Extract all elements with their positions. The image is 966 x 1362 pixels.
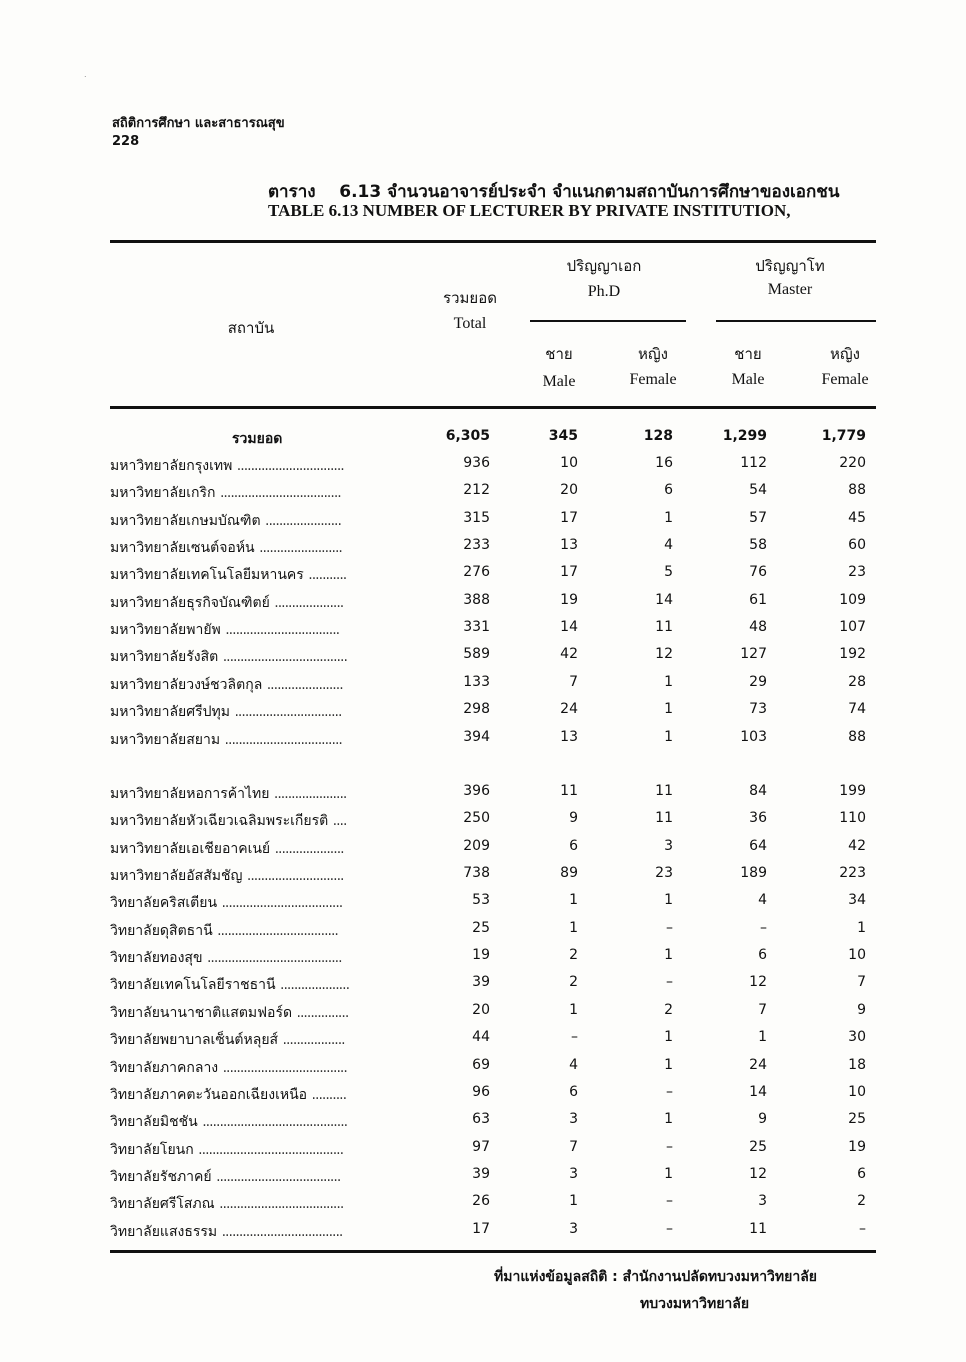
cell-phd-female: 1 — [664, 509, 673, 526]
cell-phd-male: 4 — [569, 1056, 578, 1073]
cell-master-female: 45 — [848, 509, 866, 526]
cell-phd-male: 7 — [569, 1138, 578, 1155]
cell-total: 212 — [463, 482, 490, 499]
institution-name — [110, 1166, 340, 1188]
cell-total: 133 — [463, 673, 490, 690]
cell-phd-male: 6 — [569, 837, 578, 854]
page-number: 228 — [112, 134, 140, 149]
cell-master-male: 103 — [740, 728, 767, 745]
table-row — [0, 537, 966, 564]
leader-dots: ................................... — [221, 895, 343, 912]
institution-name-text: วิทยาลัยเทคโนโลยีราชธานี — [110, 977, 276, 994]
table-row — [0, 1193, 966, 1220]
cell-master-male: 11 — [749, 1220, 767, 1237]
cell-master-female: 60 — [848, 537, 866, 554]
institution-name — [110, 947, 342, 969]
cell-master-female: 223 — [839, 865, 866, 882]
cell-phd-male: 20 — [560, 482, 578, 499]
leader-dots: .......................................... — [198, 1141, 344, 1158]
institution-name-text: มหาวิทยาลัยหอการค้าไทย — [110, 786, 270, 802]
institution-name — [110, 1029, 345, 1051]
leader-dots: ...................... — [265, 512, 341, 529]
total-phd-female: 128 — [643, 428, 673, 444]
table-row-total — [0, 428, 966, 455]
institution-name — [110, 892, 342, 914]
cell-phd-female: 1 — [664, 947, 673, 964]
institution-name-text: วิทยาลัยโยนก — [110, 1141, 194, 1158]
institution-name — [110, 1221, 342, 1243]
institution-name-text: วิทยาลัยภาคตะวันออกเฉียงเหนือ — [110, 1086, 308, 1103]
institution-name — [110, 920, 338, 942]
cell-phd-female: 11 — [655, 783, 673, 799]
col-total-header-th: รวมยอด — [443, 289, 497, 307]
cell-master-male: 76 — [749, 564, 767, 581]
table-row — [0, 1029, 966, 1056]
col-institution-header: สถาบัน — [227, 319, 275, 337]
cell-total: 738 — [463, 865, 490, 882]
col-master-male-en: Male — [731, 371, 765, 388]
cell-total: 250 — [463, 810, 490, 827]
cell-phd-male: 3 — [569, 1220, 578, 1237]
table-row — [0, 1139, 966, 1166]
col-master-male-th: ชาย — [734, 345, 762, 363]
cell-master-male: 4 — [758, 892, 767, 909]
institution-name-text: วิทยาลัยคริสเตียน — [110, 895, 218, 912]
cell-phd-female: – — [666, 1220, 673, 1237]
cell-phd-female: – — [666, 1083, 673, 1100]
institution-name — [110, 455, 344, 477]
cell-phd-female: 1 — [664, 1029, 673, 1046]
cell-phd-male: 6 — [569, 1083, 578, 1100]
leader-dots: ............................... — [236, 458, 344, 474]
institution-name — [110, 729, 342, 751]
leader-dots: ...................... — [266, 676, 343, 693]
title-thai-prefix: ตาราง — [268, 182, 316, 202]
institution-name — [110, 1002, 348, 1024]
phd-subrule — [530, 320, 686, 322]
cell-total: 276 — [463, 564, 490, 581]
col-phd-female-th: หญิง — [638, 345, 668, 363]
cell-master-male: 12 — [749, 974, 767, 991]
cell-master-male: 9 — [758, 1111, 767, 1128]
institution-name-text: มหาวิทยาลัยอัสสัมชัญ — [110, 868, 243, 885]
cell-total: 39 — [472, 974, 490, 991]
cell-phd-female: 16 — [655, 455, 673, 471]
cell-master-female: 88 — [848, 728, 866, 745]
institution-name-text: วิทยาลัยแสงธรรม — [110, 1223, 218, 1240]
table-row — [0, 892, 966, 919]
cell-total: 63 — [472, 1111, 490, 1128]
institution-name — [110, 1139, 343, 1161]
cell-master-male: 73 — [749, 701, 767, 718]
col-phd-male-en: Male — [542, 373, 576, 390]
cell-total: 44 — [472, 1029, 490, 1046]
cell-master-female: 1 — [857, 919, 866, 936]
total-total: 6,305 — [445, 428, 490, 444]
cell-phd-female: 12 — [655, 646, 673, 663]
institution-name — [110, 1057, 347, 1079]
cell-master-male: 61 — [749, 591, 767, 608]
cell-master-male: 48 — [749, 619, 767, 636]
cell-phd-male: 89 — [560, 865, 578, 882]
institution-name-text: วิทยาลัยนานาชาติแสตมฟอร์ด — [110, 1004, 293, 1021]
title-thai-text: 6.13 จำนวนอาจารย์ประจำ จำแนกตามสถาบันการศึกษาของเอกชน — [339, 182, 840, 202]
cell-phd-female: 14 — [655, 591, 673, 608]
leader-dots: .... — [332, 813, 347, 830]
master-subrule — [716, 320, 876, 322]
cell-phd-male: 1 — [569, 892, 578, 909]
cell-phd-female: – — [666, 1138, 673, 1155]
cell-master-female: 2 — [857, 1193, 866, 1210]
cell-phd-male: 13 — [560, 537, 578, 554]
institution-name — [110, 1111, 347, 1133]
cell-master-male: 3 — [758, 1193, 767, 1210]
cell-phd-male: 1 — [569, 1193, 578, 1210]
leader-dots: ................................... — [221, 1223, 343, 1240]
table-row — [0, 701, 966, 728]
source-line-1: ที่มาแห่งข้อมูลสถิติ : สำนักงานปลัดทบวงมหาวิทยาลัย — [494, 1269, 817, 1285]
leader-dots: .......... — [311, 1086, 347, 1103]
table-row — [0, 455, 966, 482]
cell-master-female: 34 — [848, 892, 866, 909]
leader-dots: ............................... — [234, 704, 342, 721]
institution-name-text: มหาวิทยาลัยธุรกิจบัณฑิตย์ — [110, 594, 270, 611]
institution-name — [110, 1193, 343, 1215]
institution-name-text: มหาวิทยาลัยวงษ์ชวลิตกุล — [110, 676, 263, 693]
source-line-2: ทบวงมหาวิทยาลัย — [640, 1296, 750, 1312]
cell-master-female: 19 — [848, 1138, 866, 1155]
cell-total: 26 — [472, 1193, 490, 1210]
cell-master-male: 24 — [749, 1056, 767, 1073]
table-row — [0, 729, 966, 756]
cell-phd-male: 10 — [560, 455, 578, 471]
col-phd-header-th: ปริญญาเอก — [566, 257, 642, 275]
cell-master-male: 57 — [749, 509, 767, 526]
institution-name-text: วิทยาลัยศรีโสภณ — [110, 1196, 215, 1213]
cell-total: 20 — [472, 1001, 490, 1018]
cell-total: 394 — [463, 728, 490, 745]
cell-phd-female: 1 — [664, 1111, 673, 1128]
institution-name-text: มหาวิทยาลัยเทคโนโลยีมหานคร — [110, 567, 304, 584]
cell-phd-male: 17 — [560, 564, 578, 581]
institution-name — [110, 646, 347, 668]
cell-phd-female: 1 — [664, 1056, 673, 1073]
institution-name-text: มหาวิทยาลัยพายัพ — [110, 622, 221, 639]
cell-phd-female: 11 — [655, 810, 673, 827]
header-bottom-rule — [110, 406, 876, 409]
table-row — [0, 619, 966, 646]
cell-phd-male: 13 — [560, 728, 578, 745]
cell-total: 96 — [472, 1083, 490, 1100]
institution-name — [110, 510, 341, 532]
cell-phd-male: 11 — [560, 783, 578, 799]
table-row — [0, 510, 966, 537]
institution-name-text: มหาวิทยาลัยรังสิต — [110, 649, 219, 666]
col-master-female-en: Female — [821, 371, 869, 388]
col-master-header-en: Master — [767, 281, 813, 298]
leader-dots: .................. — [282, 1032, 345, 1049]
col-phd-female-en: Female — [629, 371, 677, 388]
leader-dots: ....................................... — [206, 950, 342, 967]
cell-phd-male: 2 — [569, 974, 578, 991]
institution-name-text: มหาวิทยาลัยศรีปทุม — [110, 704, 231, 721]
cell-master-male: 36 — [749, 810, 767, 827]
institution-name — [110, 482, 341, 504]
total-master-female: 1,779 — [821, 428, 866, 444]
cell-master-female: 110 — [839, 810, 866, 827]
cell-phd-female: 1 — [664, 701, 673, 718]
institution-name — [110, 1084, 346, 1106]
cell-master-male: 189 — [740, 865, 767, 882]
cell-phd-male: 1 — [569, 1001, 578, 1018]
institution-name — [110, 674, 343, 696]
institution-name-text: มหาวิทยาลัยสยาม — [110, 731, 221, 748]
cell-master-male: 25 — [749, 1138, 767, 1155]
table-row — [0, 947, 966, 974]
table-row — [0, 646, 966, 673]
cell-master-female: 23 — [848, 564, 866, 581]
table-row — [0, 1221, 966, 1248]
table-row — [0, 974, 966, 1001]
cell-master-female: 220 — [839, 455, 866, 471]
table-row — [0, 1111, 966, 1138]
table-row — [0, 1166, 966, 1193]
cell-master-female: 199 — [839, 783, 866, 799]
institution-name — [110, 783, 346, 805]
cell-phd-male: 3 — [569, 1165, 578, 1182]
total-master-male: 1,299 — [722, 428, 767, 444]
cell-total: 396 — [463, 783, 490, 799]
cell-phd-male: 42 — [560, 646, 578, 663]
cell-total: 25 — [472, 919, 490, 936]
cell-phd-male: 2 — [569, 947, 578, 964]
institution-name-text: มหาวิทยาลัยกรุงเทพ — [110, 458, 233, 474]
cell-total: 39 — [472, 1165, 490, 1182]
cell-master-male: – — [760, 919, 767, 936]
cell-master-male: 7 — [758, 1001, 767, 1018]
institution-name — [110, 619, 339, 641]
cell-total: 233 — [463, 537, 490, 554]
institution-name-text: มหาวิทยาลัยเกริก — [110, 485, 216, 502]
leader-dots: .................................... — [216, 1168, 341, 1185]
table-row — [0, 1002, 966, 1029]
cell-master-female: 28 — [848, 673, 866, 690]
cell-total: 97 — [472, 1138, 490, 1155]
institution-name-text: วิทยาลัยมิชชัน — [110, 1114, 198, 1131]
leader-dots: .................................... — [222, 649, 347, 666]
leader-dots: .................... — [274, 840, 344, 857]
cell-master-female: 109 — [839, 591, 866, 608]
cell-phd-female: 1 — [664, 728, 673, 745]
cell-phd-female: 3 — [664, 837, 673, 854]
cell-phd-male: 9 — [569, 810, 578, 827]
cell-master-male: 1 — [758, 1029, 767, 1046]
cell-phd-female: 1 — [664, 892, 673, 909]
cell-master-male: 6 — [758, 947, 767, 964]
institution-name — [110, 701, 341, 723]
institution-name-text: มหาวิทยาลัยเอเชียอาคเนย์ — [110, 840, 271, 857]
cell-phd-male: 1 — [569, 919, 578, 936]
cell-phd-female: 2 — [664, 1001, 673, 1018]
cell-phd-male: – — [571, 1029, 578, 1046]
cell-phd-female: 6 — [664, 482, 673, 499]
table-row — [0, 1057, 966, 1084]
cell-total: 19 — [472, 947, 490, 964]
leader-dots: ................................... — [217, 922, 338, 939]
col-master-female-th: หญิง — [830, 345, 860, 363]
cell-phd-female: – — [666, 974, 673, 991]
cell-master-female: 42 — [848, 837, 866, 854]
institution-name — [110, 974, 349, 996]
cell-master-female: 25 — [848, 1111, 866, 1128]
col-phd-header-en: Ph.D — [587, 283, 621, 300]
cell-master-female: 7 — [857, 974, 866, 991]
cell-master-female: 30 — [848, 1029, 866, 1046]
institution-name — [110, 537, 342, 559]
leader-dots: ................................... — [219, 485, 341, 502]
institution-name — [110, 592, 343, 614]
institution-name-text: มหาวิทยาลัยเซนต์จอห์น — [110, 540, 255, 557]
col-total-header-en: Total — [453, 315, 487, 332]
institution-name-text: วิทยาลัยทองสุข — [110, 950, 203, 967]
cell-master-female: 6 — [857, 1165, 866, 1182]
institution-name — [110, 838, 344, 860]
table-row — [0, 1084, 966, 1111]
institution-name-text: วิทยาลัยภาคกลาง — [110, 1059, 219, 1076]
cell-phd-male: 19 — [560, 591, 578, 608]
institution-name — [110, 810, 346, 832]
top-rule — [110, 240, 876, 243]
cell-phd-female: 4 — [664, 537, 673, 554]
table-row — [0, 865, 966, 892]
leader-dots: .......................................... — [202, 1114, 348, 1131]
table-row — [0, 838, 966, 865]
cell-master-female: 10 — [848, 947, 866, 964]
leader-dots: ........................ — [259, 540, 342, 557]
cell-phd-male: 7 — [569, 673, 578, 690]
cell-total: 936 — [463, 455, 490, 471]
cell-master-male: 58 — [749, 537, 767, 554]
cell-total: 388 — [463, 591, 490, 608]
leader-dots: ............... — [296, 1004, 349, 1021]
cell-master-female: 192 — [839, 646, 866, 663]
leader-dots: .................... — [274, 594, 344, 611]
col-master-header-th: ปริญญาโท — [755, 257, 825, 275]
leader-dots: .................................... — [222, 1059, 347, 1076]
cell-master-female: 88 — [848, 482, 866, 499]
cell-master-male: 29 — [749, 673, 767, 690]
cell-phd-female: 11 — [655, 619, 673, 636]
table-row — [0, 783, 966, 810]
cell-phd-female: 1 — [664, 673, 673, 690]
leader-dots: .................................. — [224, 731, 342, 748]
institution-name-text: มหาวิทยาลัยเกษมบัณฑิต — [110, 512, 261, 529]
table-row — [0, 810, 966, 837]
cell-master-female: 74 — [848, 701, 866, 718]
cell-total: 53 — [472, 892, 490, 909]
cell-total: 209 — [463, 837, 490, 854]
cell-master-female: – — [859, 1220, 866, 1237]
bottom-rule — [110, 1250, 876, 1253]
leader-dots: ..................... — [273, 786, 347, 802]
table-row — [0, 482, 966, 509]
cell-master-male: 112 — [740, 455, 767, 471]
leader-dots: ............................ — [246, 868, 344, 885]
leader-dots: .................................... — [219, 1196, 344, 1213]
table-row — [0, 674, 966, 701]
cell-master-male: 84 — [749, 783, 767, 799]
cell-master-male: 54 — [749, 482, 767, 499]
institution-name — [110, 865, 343, 887]
leader-dots: ................................. — [225, 622, 340, 639]
institution-name-text: วิทยาลัยพยาบาลเซ็นต์หลุยส์ — [110, 1032, 279, 1049]
cell-master-male: 127 — [740, 646, 767, 663]
total-label: รวมยอด — [232, 431, 283, 447]
cell-phd-male: 17 — [560, 509, 578, 526]
scan-mark: . — [84, 70, 87, 79]
cell-phd-male: 24 — [560, 701, 578, 718]
leader-dots: .................... — [280, 977, 350, 994]
cell-master-female: 9 — [857, 1001, 866, 1018]
cell-master-male: 12 — [749, 1165, 767, 1182]
cell-total: 298 — [463, 701, 490, 718]
cell-master-male: 14 — [749, 1083, 767, 1100]
institution-name-text: วิทยาลัยรัชภาคย์ — [110, 1168, 212, 1185]
cell-total: 589 — [463, 646, 490, 663]
section-header: สถิติการศึกษา และสาธารณสุข — [112, 116, 285, 131]
table-row — [0, 592, 966, 619]
cell-master-male: 64 — [749, 837, 767, 854]
cell-total: 69 — [472, 1056, 490, 1073]
institution-name-text: มหาวิทยาลัยหัวเฉียวเฉลิมพระเกียรติ — [110, 813, 329, 830]
cell-phd-female: 5 — [664, 564, 673, 581]
cell-phd-female: – — [666, 1193, 673, 1210]
cell-phd-male: 14 — [560, 619, 578, 636]
cell-phd-female: 23 — [655, 865, 673, 882]
total-phd-male: 345 — [548, 428, 578, 444]
cell-total: 315 — [463, 509, 490, 526]
cell-master-female: 107 — [839, 619, 866, 636]
cell-phd-female: – — [666, 919, 673, 936]
cell-phd-male: 3 — [569, 1111, 578, 1128]
cell-total: 17 — [472, 1220, 490, 1237]
cell-phd-female: 1 — [664, 1165, 673, 1182]
col-phd-male-th: ชาย — [545, 345, 573, 363]
table-row — [0, 564, 966, 591]
cell-master-female: 18 — [848, 1056, 866, 1073]
leader-dots: ........... — [308, 567, 347, 584]
institution-name-text: วิทยาลัยดุสิตธานี — [110, 922, 213, 939]
cell-master-female: 10 — [848, 1083, 866, 1100]
institution-name — [110, 564, 346, 586]
table-title-english: TABLE 6.13 NUMBER OF LECTURER BY PRIVATE INSTITUTION, — [268, 201, 791, 220]
table-row — [0, 920, 966, 947]
cell-total: 331 — [463, 619, 490, 636]
